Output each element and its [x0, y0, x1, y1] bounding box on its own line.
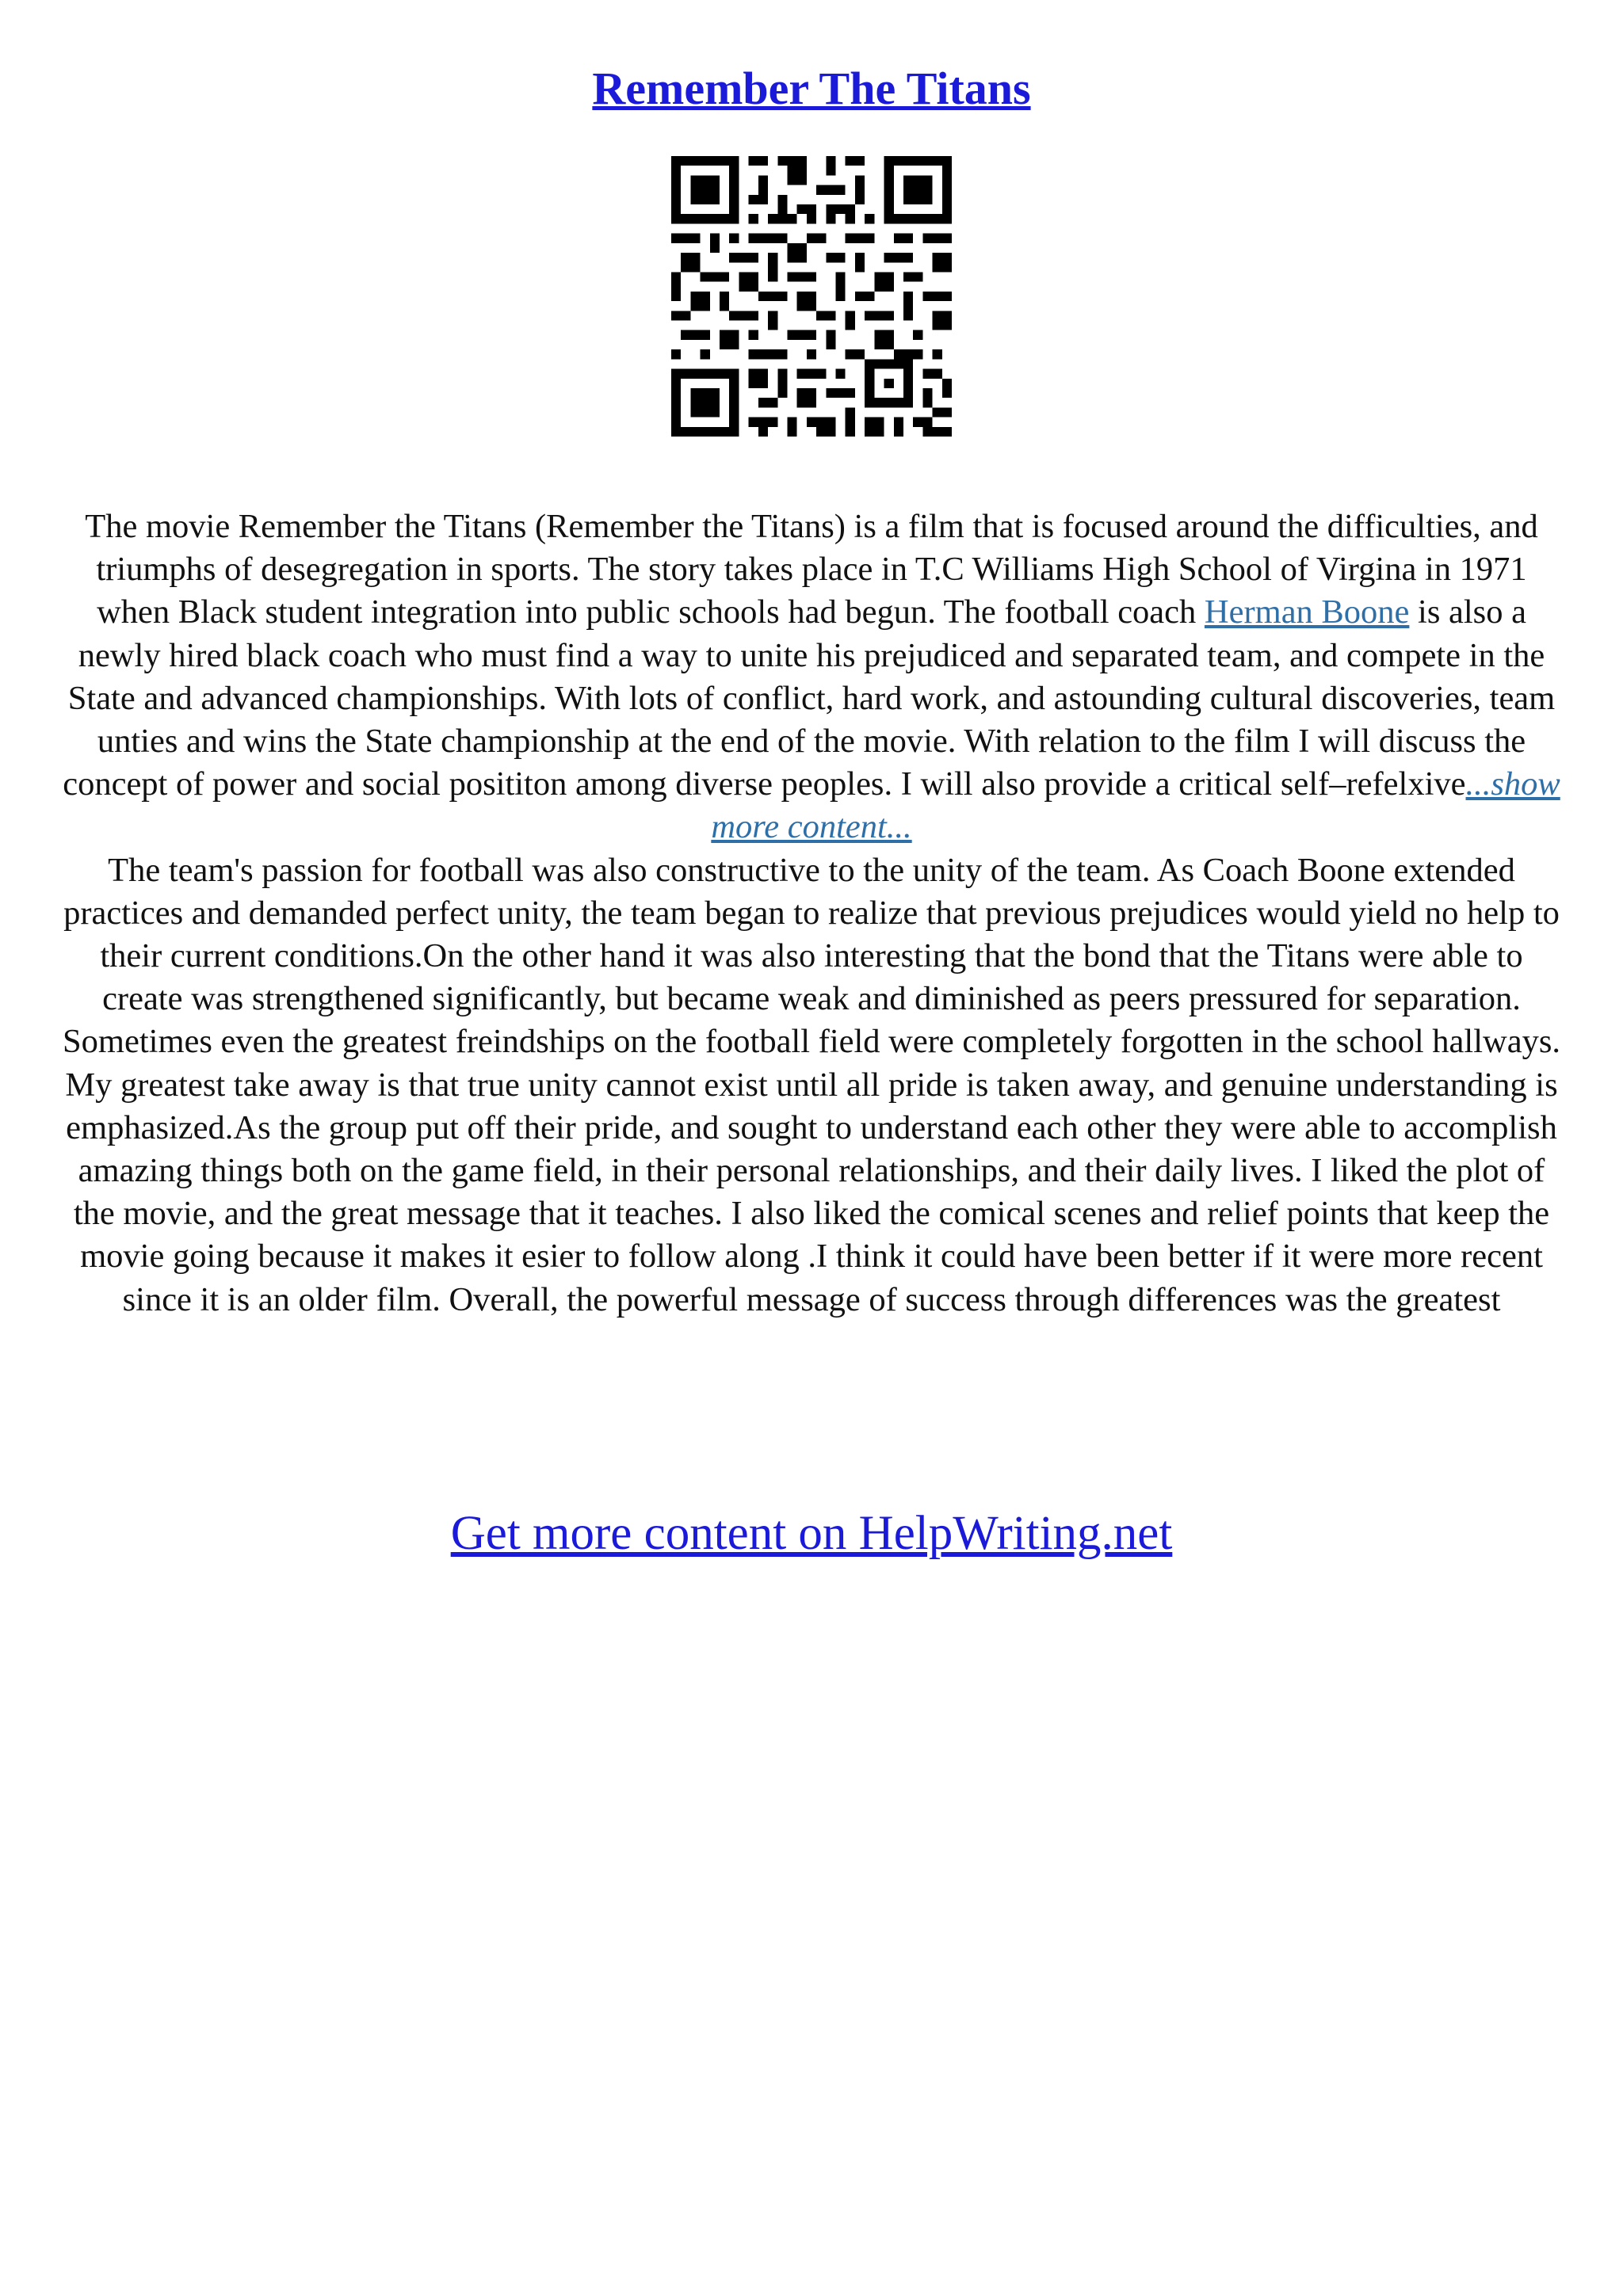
essay-paragraph-2: The team's passion for football was also constructive to the unity of the team. As Coach Boone extended practices and demanded perfect unity, the team began to realize that previous prejudices would yield no help to their current conditions.On the other hand it was also interesting that the bond that the Titans were able to create was strengthened significantly, but became weak and diminished as peers pressured for separation. Sometimes even the greatest freindships on the football field were completely forgotten in the school hallways. My greatest take away is that true unity cannot exist until all pride is taken away, and genuine understanding is emphasized.As the group put off their pride, and sought to understand each other they were able to accomplish amazing things both on the game field, in their personal relationships, and their daily lives. I liked the plot of the movie, and the great message that it teaches. I also liked the comical scenes and relief points that keep the movie going because it makes it esier to follow along .I think it could have been better if it were more recent since it is an older film. Overall, the powerful message of success through differences was the greatest: [63, 851, 1560, 1318]
document-title: [0, 57, 1623, 120]
herman-boone-link[interactable]: Herman Boone: [1204, 593, 1410, 631]
show-more-link[interactable]: ...show more content...: [711, 765, 1560, 846]
paragraph-1-text-a: The movie Remember the Titans (Remember the Titans) is a film that is focused around the difficulties, and triumphs of desegregation in sports. The story takes place in T.C Williams High School of Virgina in 1971 when Black student integration into public schools had begun. The football coach: [85, 508, 1538, 631]
qr-code-image: [671, 156, 952, 437]
footer: [0, 1502, 1623, 1566]
paragraph-1-text-b: is also a newly hired black coach who must find a way to unite his prejudiced and separated team, and compete in the State and advanced championships. With lots of conflict, hard work, and astounding cultural discoveries, team unties and wins the State championship at the end of the movie. With relation to the film I will discuss the concept of power and social posititon among diverse peoples. I will also provide a critical self–refelxive: [63, 593, 1556, 803]
helpwriting-link[interactable]: Get more content on HelpWriting.net: [450, 1507, 1173, 1560]
qr-code: [671, 156, 952, 437]
essay-body: [62, 505, 1561, 1322]
title-link[interactable]: Remember The Titans: [592, 63, 1031, 114]
essay-paragraph-1: [62, 505, 1561, 849]
